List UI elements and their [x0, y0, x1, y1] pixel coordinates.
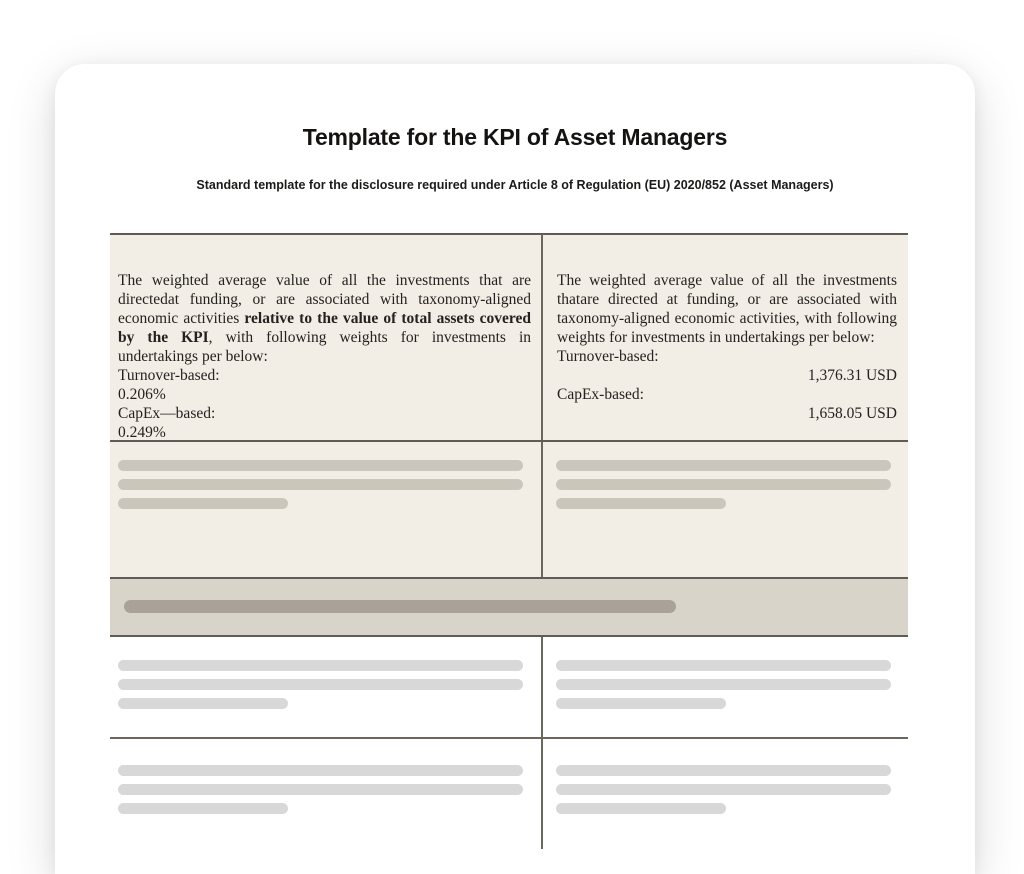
kpi-cell-left	[110, 235, 543, 440]
placeholder-bar	[118, 803, 288, 814]
skeleton-cell	[543, 637, 908, 737]
capex-based-label: CapEx—based:	[118, 405, 216, 422]
kpi-right-paragraph: The weighted average value of all the investments thatare directed at funding, or are associated with taxonomy-aligned economic activities, with following weights for investments in undertakings per below:	[557, 272, 897, 346]
placeholder-bar	[118, 698, 288, 709]
skeleton-cell	[110, 442, 543, 577]
placeholder-bar	[556, 784, 891, 795]
placeholder-bar	[124, 600, 676, 613]
kpi-cell-right	[543, 235, 908, 440]
placeholder-bar	[556, 479, 891, 490]
placeholder-bar	[118, 660, 523, 671]
turnover-based-usd-value: 1,376.31 USD	[807, 367, 897, 384]
skeleton-cell	[110, 739, 543, 849]
placeholder-bar	[556, 698, 726, 709]
turnover-based-value: 0.206%	[118, 386, 166, 403]
skeleton-cell	[110, 637, 543, 737]
capex-based-usd-value: 1,658.05 USD	[807, 405, 897, 422]
capex-based-label: CapEx-based:	[557, 386, 644, 403]
page-subtitle: Standard template for the disclosure required under Article 8 of Regulation (EU) 2020/852 (Asset Managers)	[196, 178, 834, 192]
kpi-left-text-bold: relative to the value of total assets covered by the KPI	[118, 310, 531, 346]
kpi-table	[110, 233, 908, 849]
placeholder-bar	[556, 765, 891, 776]
page-title: Template for the KPI of Asset Managers	[302, 124, 728, 150]
placeholder-bar	[118, 498, 288, 509]
document-card	[55, 64, 975, 874]
skeleton-cell	[543, 442, 908, 577]
kpi-left-text-before: The weighted average value of all the investments that are directedat funding, or are associated with taxonomy-aligned economic activities	[118, 272, 531, 327]
kpi-left-paragraph	[118, 271, 531, 366]
placeholder-bar	[556, 660, 891, 671]
placeholder-bar	[556, 679, 891, 690]
skeleton-row-white-1	[110, 637, 908, 739]
kpi-left-text-after: , with following weights for investments in undertakings per below:	[118, 329, 531, 365]
section-header-band	[110, 577, 908, 637]
placeholder-bar	[118, 460, 523, 471]
skeleton-cell	[543, 739, 908, 849]
placeholder-bar	[556, 803, 726, 814]
skeleton-row-white-2	[110, 739, 908, 849]
kpi-values-row	[110, 233, 908, 442]
placeholder-bar	[118, 479, 523, 490]
placeholder-bar	[118, 679, 523, 690]
capex-based-value: 0.249%	[118, 424, 166, 441]
placeholder-bar	[556, 460, 891, 471]
placeholder-bar	[118, 784, 523, 795]
turnover-based-label: Turnover-based:	[118, 367, 220, 384]
placeholder-bar	[556, 498, 726, 509]
turnover-based-label: Turnover-based:	[557, 348, 659, 365]
placeholder-bar	[118, 765, 523, 776]
skeleton-row-beige	[110, 442, 908, 577]
